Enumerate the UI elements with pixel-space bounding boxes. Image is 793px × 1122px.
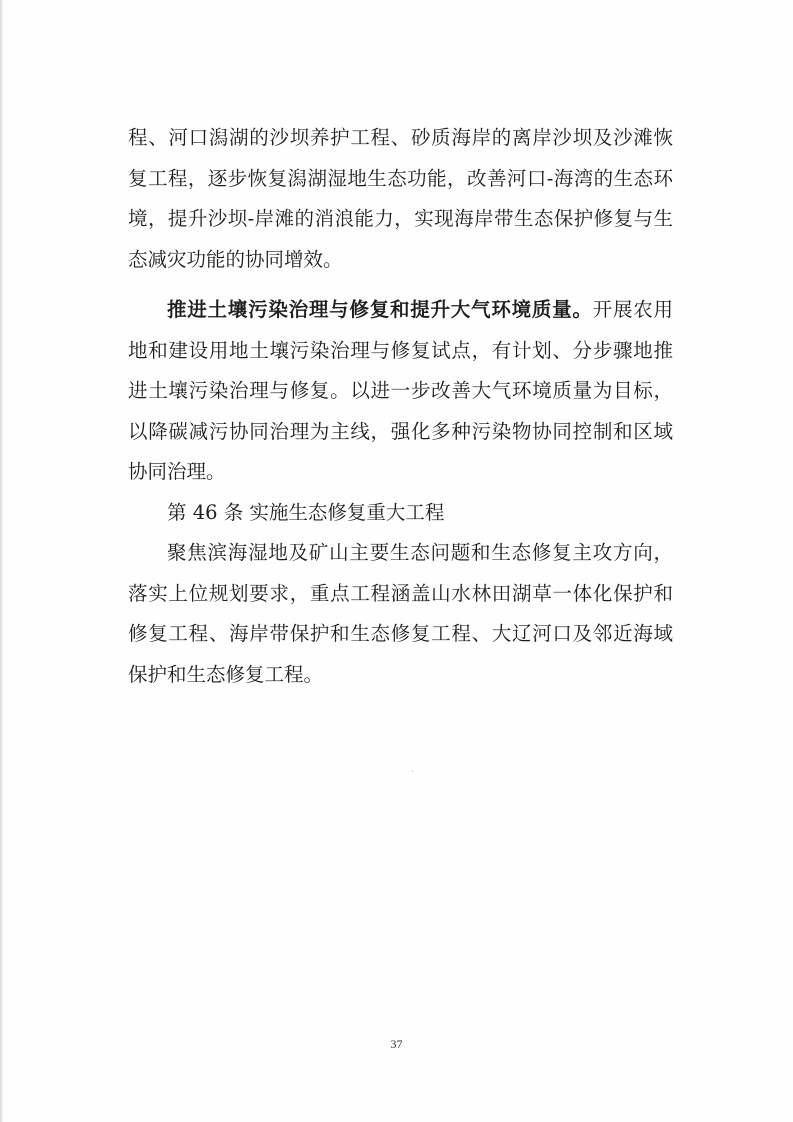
scan-artifact <box>412 770 413 772</box>
document-body <box>128 118 673 695</box>
scan-edge-shadow <box>0 0 3 1122</box>
paragraph-lead-heading: 推进土壤污染治理与修复和提升大气环境质量。 <box>167 298 593 321</box>
page-number: 37 <box>390 1037 403 1051</box>
article-heading: 第 46 条 实施生态修复重大工程 <box>167 500 445 524</box>
article-paragraph: 聚焦滨海湿地及矿山主要生态问题和生态修复主攻方向，落实上位规划要求，重点工程涵盖山水林田湖草一体化保护和修复工程、海岸带保护和生态修复工程、大辽河口及邻近海域保护和生态修复工程。 <box>128 541 673 686</box>
continuation-paragraph: 程、河口潟湖的沙坝养护工程、砂质海岸的离岸沙坝及沙滩恢复工程，逐步恢复潟湖湿地生态功能，改善河口-海湾的生态环境，提升沙坝-岸滩的消浪能力，实现海岸带生态保护修复与生态减灾功能的协同增效。 <box>128 126 673 271</box>
paragraph-text: 开展农用地和建设用地土壤污染治理与修复试点，有计划、分步骤地推进土壤污染治理与修复。以进一步改善大气环境质量为目标，以降碳减污协同治理为主线，强化多种污染物协同控制和区域协同治理。 <box>128 298 673 483</box>
soil-air-paragraph <box>128 290 673 493</box>
